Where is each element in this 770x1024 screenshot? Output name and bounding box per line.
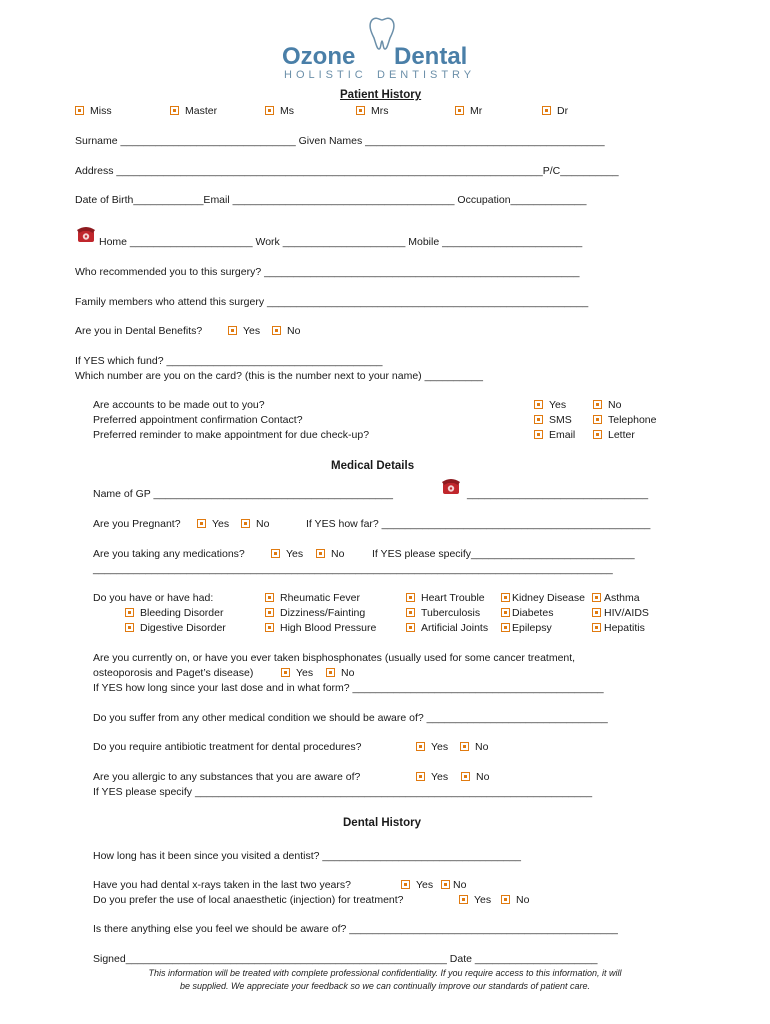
checkbox-icon[interactable]: [534, 400, 543, 409]
checkbox-icon[interactable]: [534, 430, 543, 439]
checkbox-icon[interactable]: [593, 415, 602, 424]
antibiotic-no-option[interactable]: No: [460, 741, 488, 753]
footer-line-2: be supplied. We appreciate your feedback so we can continually improve our standards of patient care.: [179, 981, 591, 991]
logo-sub-dentistry: DENTISTRY: [377, 69, 476, 81]
title-dr-option[interactable]: Dr: [542, 105, 568, 117]
medical-details-title: Medical Details: [331, 460, 415, 472]
recommended-field[interactable]: Who recommended you to this surgery? ______________________________________________________: [75, 266, 580, 278]
confirm-telephone-option[interactable]: Telephone: [593, 414, 656, 426]
address-field[interactable]: Address _________________________________________________________________________P/C__________: [75, 165, 619, 177]
medications-no-option[interactable]: No: [316, 548, 344, 560]
benefits-no-option[interactable]: No: [272, 325, 300, 337]
condition-rheumatic-option[interactable]: Rheumatic Fever: [265, 592, 360, 604]
anaesthetic-question: Do you prefer the use of local anaesthetic (injection) for treatment?: [93, 894, 404, 906]
checkbox-icon[interactable]: [461, 772, 470, 781]
reminder-question: Preferred reminder to make appointment for due check-up?: [93, 429, 370, 441]
checkbox-icon[interactable]: [455, 106, 464, 115]
telephone-icon: [76, 225, 96, 243]
checkbox-icon[interactable]: [501, 608, 510, 617]
checkbox-icon[interactable]: [459, 895, 468, 904]
checkbox-icon[interactable]: [501, 895, 510, 904]
family-members-field[interactable]: Family members who attend this surgery _______________________________________________________: [75, 296, 589, 308]
checkbox-icon[interactable]: [241, 519, 250, 528]
antibiotic-question: Do you require antibiotic treatment for dental procedures?: [93, 741, 362, 753]
logo-word-ozone: Ozone: [282, 43, 356, 70]
anaesthetic-no-option[interactable]: No: [501, 894, 529, 906]
last-visit-field[interactable]: How long has it been since you visited a dentist? __________________________________: [93, 850, 521, 862]
reminder-letter-option[interactable]: Letter: [593, 429, 635, 441]
condition-diabetes-option[interactable]: Diabetes: [501, 607, 553, 619]
telephone-icon: [441, 477, 461, 495]
card-number-field[interactable]: Which number are you on the card? (this is the number next to your name) __________: [75, 370, 483, 382]
condition-asthma-option[interactable]: Asthma: [592, 592, 640, 604]
condition-artificial-joints-option[interactable]: Artificial Joints: [406, 622, 488, 634]
checkbox-icon[interactable]: [75, 106, 84, 115]
title-ms-option[interactable]: Ms: [265, 105, 294, 117]
confidentiality-footer: [90, 967, 680, 993]
confirm-sms-option[interactable]: SMS: [534, 414, 572, 426]
fund-field[interactable]: If YES which fund? _____________________________________: [75, 355, 383, 367]
surname-field[interactable]: Surname ______________________________ Given Names _________________________________________: [75, 135, 605, 147]
checkbox-icon[interactable]: [592, 623, 601, 632]
title-mrs-option[interactable]: Mrs: [356, 105, 389, 117]
checkbox-icon[interactable]: [416, 742, 425, 751]
title-mr-option[interactable]: Mr: [455, 105, 482, 117]
checkbox-icon[interactable]: [593, 430, 602, 439]
allergy-question: Are you allergic to any substances that you are aware of?: [93, 771, 361, 783]
condition-kidney-option[interactable]: Kidney Disease: [501, 592, 585, 604]
gp-phone-field[interactable]: _______________________________: [467, 488, 649, 500]
condition-blood-pressure-option[interactable]: High Blood Pressure: [265, 622, 376, 634]
allergy-no-option[interactable]: No: [461, 771, 489, 783]
checkbox-icon[interactable]: [271, 549, 280, 558]
allergy-specify-field[interactable]: If YES please specify ____________________________________________________________________: [93, 786, 593, 798]
checkbox-icon[interactable]: [125, 608, 134, 617]
checkbox-icon[interactable]: [265, 106, 274, 115]
benefits-yes-option[interactable]: Yes: [228, 325, 260, 337]
checkbox-icon[interactable]: [501, 623, 510, 632]
pregnant-how-far-field[interactable]: If YES how far? ______________________________________________: [306, 518, 651, 530]
checkbox-icon[interactable]: [416, 772, 425, 781]
bisphosphonates-no-option[interactable]: No: [326, 667, 354, 679]
bisphosphonates-question: Are you currently on, or have you ever taken bisphosphonates (usually used for some cancer treatment,: [93, 652, 576, 664]
bisphosphonates-yes-option[interactable]: Yes: [281, 667, 313, 679]
checkbox-icon[interactable]: [281, 668, 290, 677]
anything-else-field[interactable]: Is there anything else you feel we should be aware of? ______________________________________________: [93, 923, 618, 935]
condition-digestive-option[interactable]: Digestive Disorder: [125, 622, 226, 634]
checkbox-icon[interactable]: [326, 668, 335, 677]
checkbox-icon[interactable]: [406, 623, 415, 632]
checkbox-icon[interactable]: [265, 608, 274, 617]
checkbox-icon[interactable]: [170, 106, 179, 115]
medications-specify-field[interactable]: If YES please specify____________________________: [372, 548, 635, 560]
antibiotic-yes-option[interactable]: Yes: [416, 741, 448, 753]
logo-sub-holistic: HOLISTIC: [284, 69, 367, 81]
condition-dizziness-option[interactable]: Dizziness/Fainting: [265, 607, 365, 619]
reminder-email-option[interactable]: Email: [534, 429, 575, 441]
patient-history-title: Patient History: [340, 89, 422, 101]
logo-word-dental: Dental: [394, 43, 468, 70]
other-condition-field[interactable]: Do you suffer from any other medical condition we should be aware of? _______________________________: [93, 712, 608, 724]
checkbox-icon[interactable]: [356, 106, 365, 115]
checkbox-icon[interactable]: [593, 400, 602, 409]
checkbox-icon[interactable]: [316, 549, 325, 558]
checkbox-icon[interactable]: [125, 623, 134, 632]
pregnant-no-option[interactable]: No: [241, 518, 269, 530]
condition-epilepsy-option[interactable]: Epilepsy: [501, 622, 552, 634]
condition-tuberculosis-option[interactable]: Tuberculosis: [406, 607, 480, 619]
confirmation-question: Preferred appointment confirmation Contact?: [93, 414, 303, 426]
signature-date-field[interactable]: Signed_______________________________________________________ Date _____________________: [93, 953, 598, 965]
checkbox-icon[interactable]: [228, 326, 237, 335]
checkbox-icon[interactable]: [441, 880, 450, 889]
condition-hepatitis-option[interactable]: Hepatitis: [592, 622, 645, 634]
gp-name-field[interactable]: Name of GP _________________________________________: [93, 488, 393, 500]
checkbox-icon[interactable]: [272, 326, 281, 335]
last-dose-field[interactable]: If YES how long since your last dose and in what form? ___________________________________________: [93, 682, 604, 694]
accounts-no-option[interactable]: No: [593, 399, 621, 411]
footer-line-1: This information will be treated with complete professional confidentiality. If you require access to this information, it will: [148, 968, 622, 978]
checkbox-icon[interactable]: [197, 519, 206, 528]
phone-numbers-field[interactable]: Home _____________________ Work _____________________ Mobile ________________________: [99, 236, 583, 248]
checkbox-icon[interactable]: [406, 593, 415, 602]
title-miss-option[interactable]: Miss: [75, 105, 112, 117]
xrays-yes-option[interactable]: Yes: [401, 879, 433, 891]
accounts-question: Are accounts to be made out to you?: [93, 399, 265, 411]
xrays-no-option[interactable]: No: [441, 879, 466, 891]
dental-benefits-question: Are you in Dental Benefits?: [75, 325, 203, 337]
checkbox-icon[interactable]: [592, 593, 601, 602]
checkbox-icon[interactable]: [406, 608, 415, 617]
checkbox-icon[interactable]: [265, 623, 274, 632]
dob-email-occupation-field[interactable]: Date of Birth____________Email ______________________________________ Occupation_____________: [75, 194, 587, 206]
logo: [282, 16, 482, 84]
checkbox-icon[interactable]: [460, 742, 469, 751]
pregnant-question: Are you Pregnant?: [93, 518, 181, 530]
dental-history-title: Dental History: [343, 817, 421, 829]
accounts-yes-option[interactable]: Yes: [534, 399, 566, 411]
condition-hiv-option[interactable]: HIV/AIDS: [592, 607, 649, 619]
allergy-yes-option[interactable]: Yes: [416, 771, 448, 783]
pregnant-yes-option[interactable]: Yes: [197, 518, 229, 530]
condition-heart-option[interactable]: Heart Trouble: [406, 592, 485, 604]
checkbox-icon[interactable]: [542, 106, 551, 115]
medications-extra-line[interactable]: _________________________________________________________________________________________: [93, 563, 613, 575]
bisphosphonates-question-cont: osteoporosis and Paget’s disease): [93, 667, 254, 679]
checkbox-icon[interactable]: [534, 415, 543, 424]
condition-bleeding-option[interactable]: Bleeding Disorder: [125, 607, 223, 619]
checkbox-icon[interactable]: [501, 593, 510, 602]
checkbox-icon[interactable]: [265, 593, 274, 602]
checkbox-icon[interactable]: [401, 880, 410, 889]
title-master-option[interactable]: Master: [170, 105, 217, 117]
medications-question: Are you taking any medications?: [93, 548, 245, 560]
medications-yes-option[interactable]: Yes: [271, 548, 303, 560]
xrays-question: Have you had dental x-rays taken in the last two years?: [93, 879, 351, 891]
conditions-question: Do you have or have had:: [93, 592, 214, 604]
anaesthetic-yes-option[interactable]: Yes: [459, 894, 491, 906]
checkbox-icon[interactable]: [592, 608, 601, 617]
